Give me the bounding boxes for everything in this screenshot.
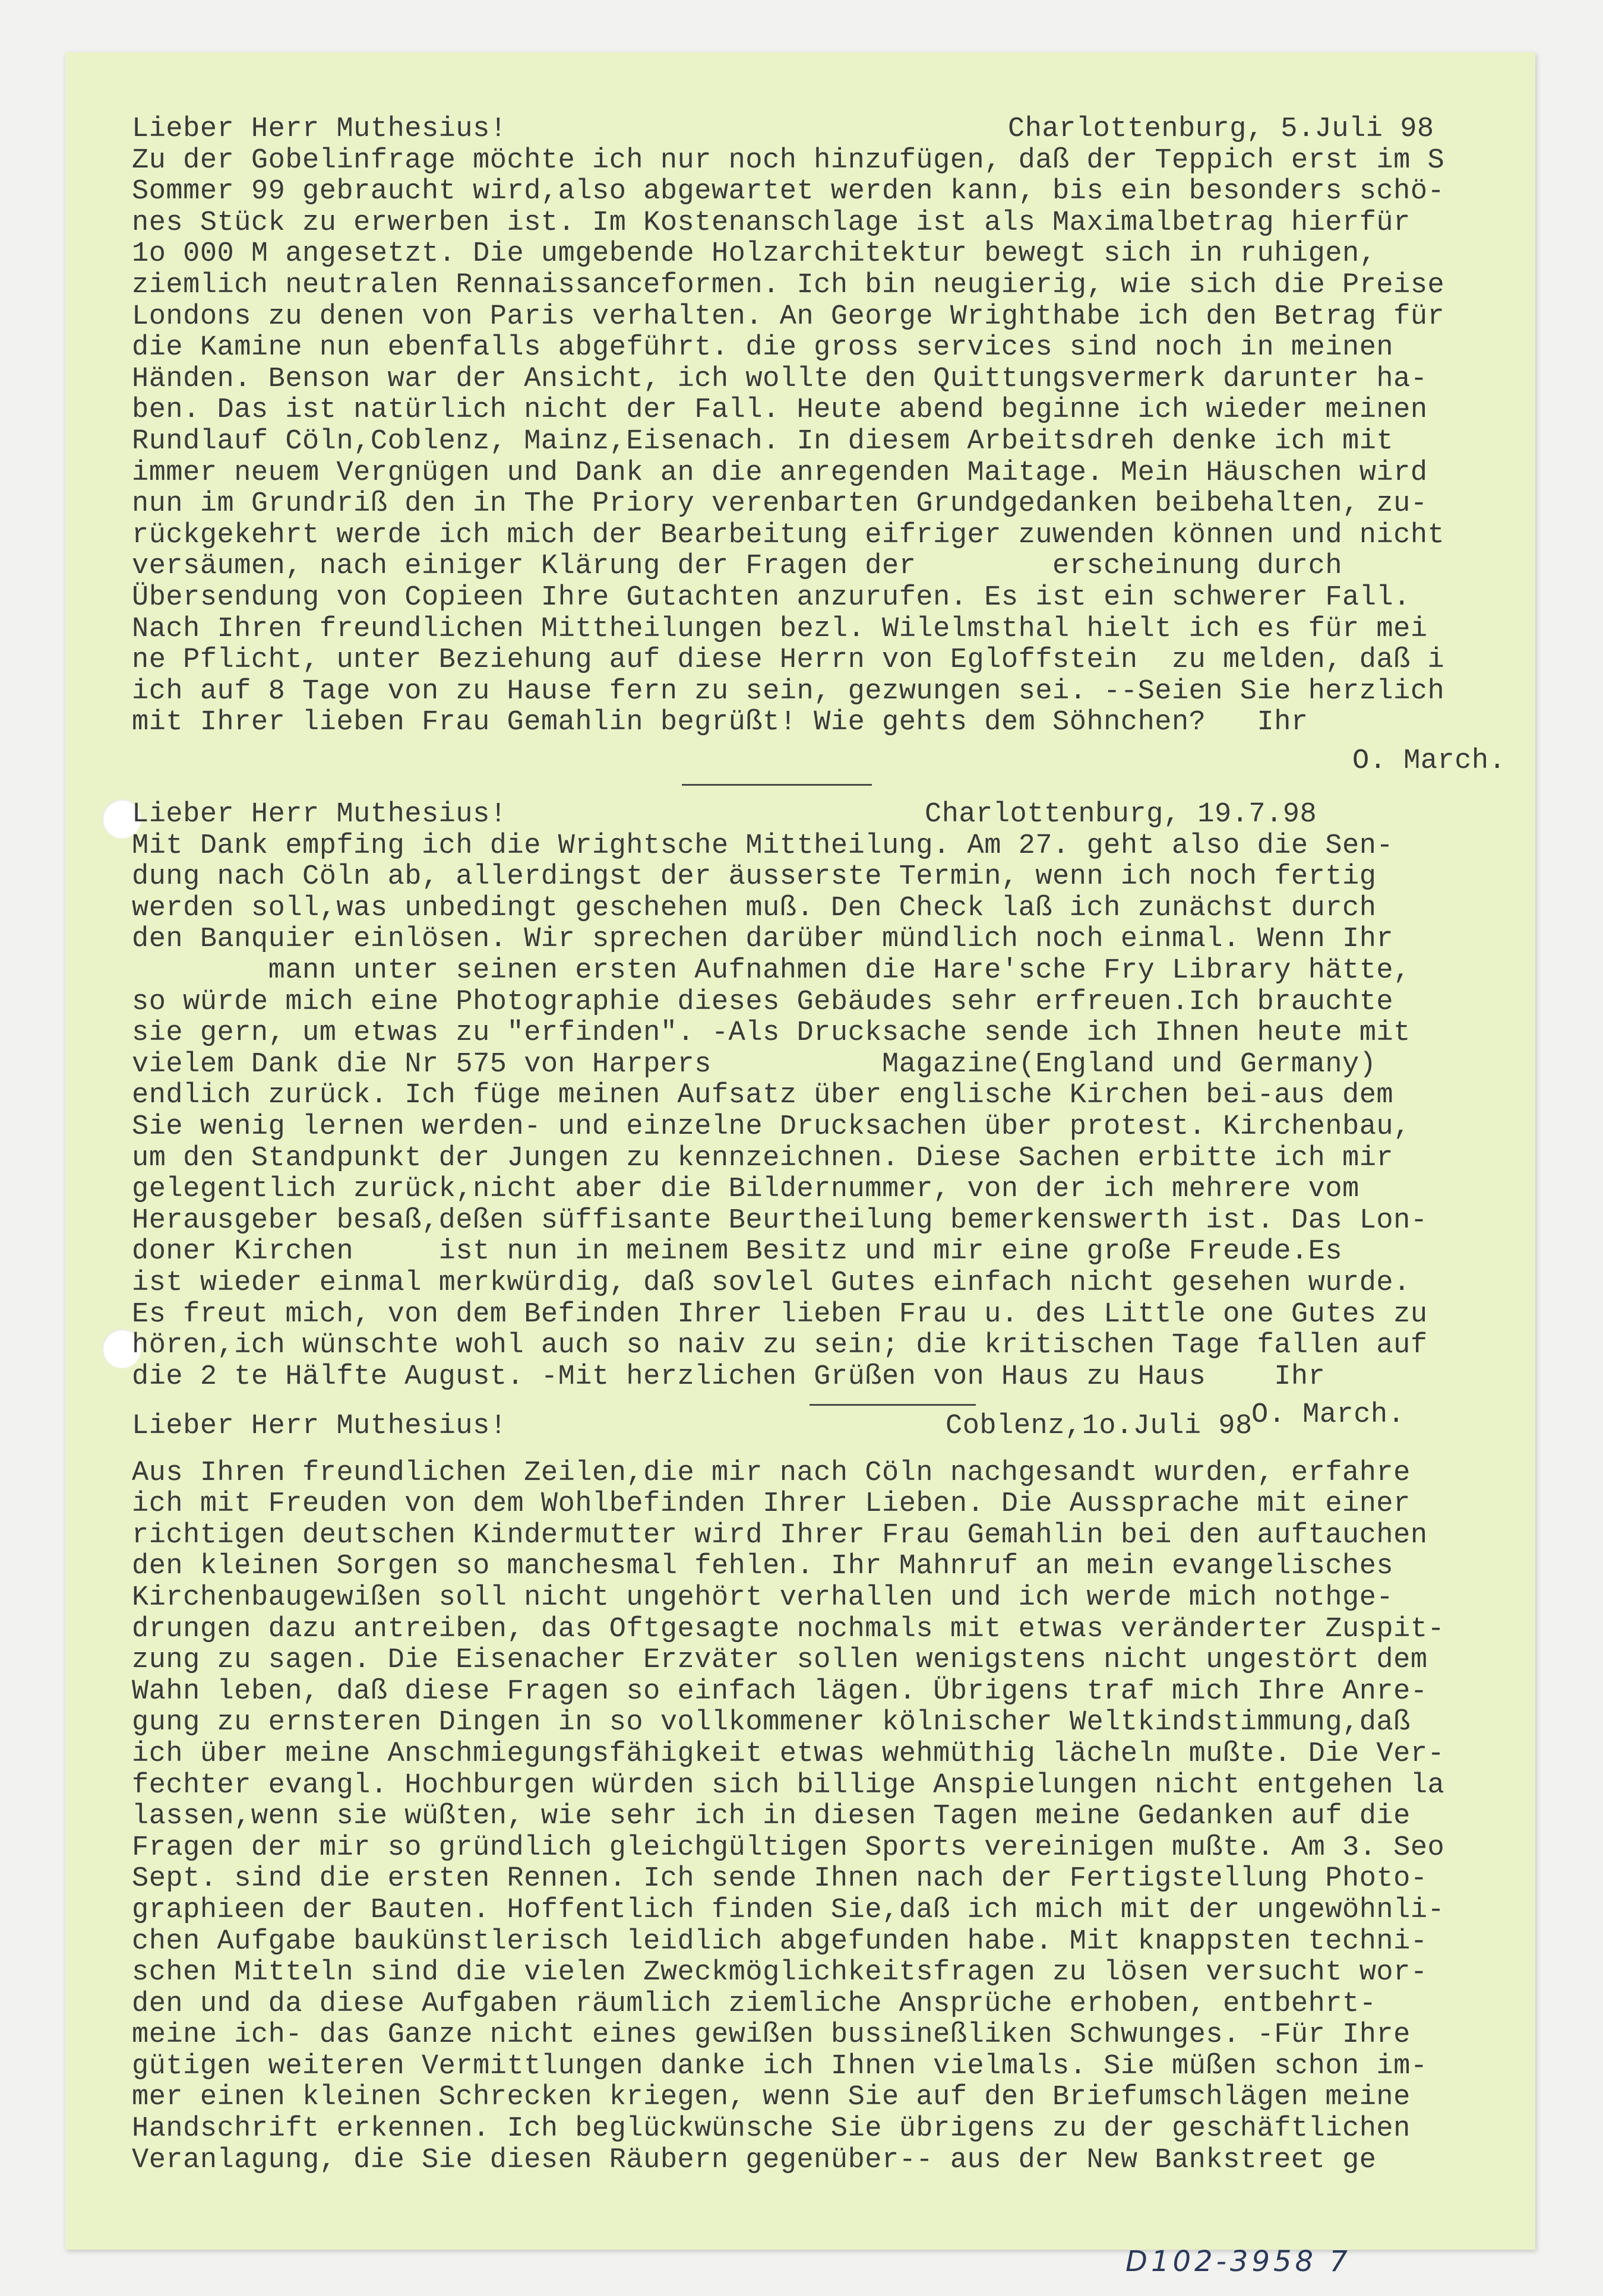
text-line: rückgekehrt werde ich mich der Bearbeitung eifriger zuwenden können und nicht [132,519,1445,551]
separator-line [682,784,872,786]
text-line: hören,ich wünschte wohl auch so naiv zu sein; die kritischen Tage fallen auf [132,1330,1428,1362]
text-line: werden soll,was unbedingt geschehen muß. Den Check laß ich zunächst durch [132,892,1377,924]
text-line: vielem Dank die Nr 575 von Harpers Magazine(England und Germany) [132,1048,1377,1080]
text-line: um den Standpunkt der Jungen zu kennzeichnen. Diese Sachen erbitte ich mir [132,1142,1394,1174]
letter-header [132,799,1545,831]
text-line: sie gern, um etwas zu "erfinden". -Als Drucksache sende ich Ihnen heute mit [132,1017,1411,1049]
text-line: Sie wenig lernen werden- und einzelne Drucksachen über protest. Kirchenbau, [132,1111,1411,1143]
letter-header [132,114,1545,146]
text-line: Aus Ihren freundlichen Zeilen,die mir nach Cöln nachgesandt wurden, erfahre [132,1457,1411,1489]
text-line: Handschrift erkennen. Ich beglückwünsche Sie übrigens zu der geschäftlichen [132,2113,1411,2145]
letter-body [132,146,1545,739]
text-line: ich über meine Anschmiegungsfähigkeit etwas wehmüthig lächeln mußte. Die Ver- [132,1738,1445,1770]
text-line: Fragen der mir so gründlich gleichgültigen Sports vereinigen mußte. Am 3. Seo [132,1832,1445,1864]
text-line: 1o 000 M angesetzt. Die umgebende Holzarchitektur bewegt sich in ruhigen, [132,238,1377,270]
text-line: doner Kirchen ist nun in meinem Besitz und mir eine große Freude.Es [132,1236,1343,1268]
text-line: zung zu sagen. Die Eisenacher Erzväter sollen wenigstens nicht ungestört dem [132,1644,1428,1677]
text-line: gung zu ernsteren Dingen in so vollkommener kölnischer Weltkindstimmung,daß [132,1707,1411,1739]
text-line: ne Pflicht, unter Beziehung auf diese Herrn von Egloffstein zu melden, daß i [132,644,1445,676]
separator-line [810,1404,976,1406]
text-line: gütigen weiteren Vermittlungen danke ich Ihnen vielmals. Sie müßen schon im- [132,2050,1428,2082]
text-line: die 2 te Hälfte August. -Mit herzlichen Grüßen von Haus zu Haus Ihr [132,1361,1326,1393]
letter-header [132,1411,1545,1443]
text-line: nun im Grundriß den in The Priory verenbarten Grundgedanken beibehalten, zu- [132,488,1428,520]
text-line: fechter evangl. Hochburgen würden sich billige Anspielungen nicht entgehen la [132,1769,1445,1801]
letter-sheet [65,52,1535,2278]
text-line: ziemlich neutralen Rennaissanceformen. Ich bin neugierig, wie sich die Preise [132,269,1445,301]
text-line: ist wieder einmal merkwürdig, daß sovlel Gutes einfach nicht gesehen wurde. [132,1267,1411,1299]
text-line: Londons zu denen von Paris verhalten. An George Wrighthabe ich den Betrag für [132,301,1445,333]
text-line: Kirchenbaugewißen soll nicht ungehört verhallen und ich werde mich nothge- [132,1582,1394,1614]
text-line: richtigen deutschen Kindermutter wird Ihrer Frau Gemahlin bei den auftauchen [132,1519,1428,1551]
text-line: drungen dazu antreiben, das Oftgesagte nochmals mit etwas veränderter Zuspit- [132,1613,1445,1645]
text-line: den kleinen Sorgen so manchesmal fehlen. Ihr Mahnruf an mein evangelisches [132,1551,1394,1583]
text-line: versäumen, nach einiger Klärung der Fragen der erscheinung durch [132,551,1343,583]
letter-body [132,1458,1545,2177]
text-line: gelegentlich zurück,nicht aber die Bildernummer, von der ich mehrere vom [132,1174,1359,1206]
letter-3 [132,1411,1545,2176]
place-date: Charlottenburg, 19.7.98 [925,799,1317,830]
text-line: Zu der Gobelinfrage möchte ich nur noch hinzufügen, daß der Teppich erst im S [132,144,1445,176]
text-line: Mit Dank empfing ich die Wrightsche Mittheilung. Am 27. geht also die Sen- [132,830,1394,862]
text-line: meine ich- das Ganze nicht eines gewißen bussineßliken Schwunges. -Für Ihre [132,2019,1411,2051]
text-line: so würde mich eine Photographie dieses Gebäudes sehr erfreuen.Ich brauchte [132,986,1394,1018]
text-line: nes Stück zu erwerben ist. Im Kostenanschlage ist als Maximalbetrag hierfür [132,207,1411,239]
text-line: ich auf 8 Tage von zu Hause fern zu sein, gezwungen sei. --Seien Sie herzlich [132,675,1445,707]
archive-number: D102-3958 7 [1125,2245,1351,2278]
text-line: mit Ihrer lieben Frau Gemahlin begrüßt! Wie gehts dem Söhnchen? Ihr [132,707,1308,739]
signature: O. March. [1251,1399,1405,1431]
salutation: Lieber Herr Muthesius! [132,113,507,145]
place-date: Coblenz,1o.Juli 98 [946,1411,1253,1442]
text-line: schen Mitteln sind die vielen Zweckmöglichkeitsfragen zu lösen versucht wor- [132,1957,1428,1989]
text-line: endlich zurück. Ich füge meinen Aufsatz über englische Kirchen bei-aus dem [132,1080,1394,1112]
text-line: mann unter seinen ersten Aufnahmen die Hare'sche Fry Library hätte, [132,954,1411,986]
text-line: ben. Das ist natürlich nicht der Fall. Heute abend beginne ich wieder meinen [132,394,1428,426]
text-line: Sommer 99 gebraucht wird,also abgewartet werden kann, bis ein besonders schö- [132,176,1445,208]
text-line: mer einen kleinen Schrecken kriegen, wenn Sie auf den Briefumschlägen meine [132,2082,1411,2114]
text-line: dung nach Cöln ab, allerdingst der äusserste Termin, wenn ich noch fertig [132,861,1377,893]
text-line: ich mit Freuden von dem Wohlbefinden Ihrer Lieben. Die Aussprache mit einer [132,1488,1411,1520]
salutation: Lieber Herr Muthesius! [132,799,507,830]
text-line: lassen,wenn sie wüßten, wie sehr ich in diesen Tagen meine Gedanken auf die [132,1801,1411,1833]
letter-1 [132,114,1545,777]
text-line: Herausgeber besaß,deßen süffisante Beurtheilung bemerkenswerth ist. Das Lon- [132,1204,1428,1236]
text-line: Veranlagung, die Sie diesen Räubern gegenüber-- aus der New Bankstreet ge [132,2144,1377,2176]
text-line: Es freut mich, von dem Befinden Ihrer lieben Frau u. des Little one Gutes zu [132,1298,1428,1330]
text-line: immer neuem Vergnügen und Dank an die anregenden Maitage. Mein Häuschen wird [132,457,1428,489]
text-line: den und da diese Aufgaben räumlich ziemliche Ansprüche erhoben, entbehrt- [132,1988,1377,2020]
text-line: chen Aufgabe baukünstlerisch leidlich abgefunden habe. Mit knappsten techni- [132,1925,1428,1957]
text-line: Wahn leben, daß diese Fragen so einfach lägen. Übrigens traf mich Ihre Anre- [132,1675,1428,1707]
salutation: Lieber Herr Muthesius! [132,1411,507,1442]
text-line: Übersendung von Copieen Ihre Gutachten anzurufen. Es ist ein schwerer Fall. [132,581,1411,613]
text-line: Händen. Benson war der Ansicht, ich wollte den Quittungsvermerk darunter ha- [132,363,1428,395]
text-line: die Kamine nun ebenfalls abgeführt. die gross services sind noch in meinen [132,332,1394,364]
place-date: Charlottenburg, 5.Juli 98 [1008,113,1434,145]
text-line: graphieen der Bauten. Hoffentlich finden Sie,daß ich mich mit der ungewöhnli- [132,1894,1445,1926]
signature: O. March. [1352,745,1506,777]
letter-2 [132,799,1545,1431]
text-line: den Banquier einlösen. Wir sprechen darüber mündlich noch einmal. Wenn Ihr [132,924,1394,956]
letter-body [132,831,1545,1393]
text-line: Rundlauf Cöln,Coblenz, Mainz,Eisenach. In diesem Arbeitsdreh denke ich mit [132,425,1394,457]
text-line: Sept. sind die ersten Rennen. Ich sende Ihnen nach der Fertigstellung Photo- [132,1863,1428,1895]
text-line: Nach Ihren freundlichen Mittheilungen bezl. Wilelmsthal hielt ich es für mei [132,613,1428,645]
